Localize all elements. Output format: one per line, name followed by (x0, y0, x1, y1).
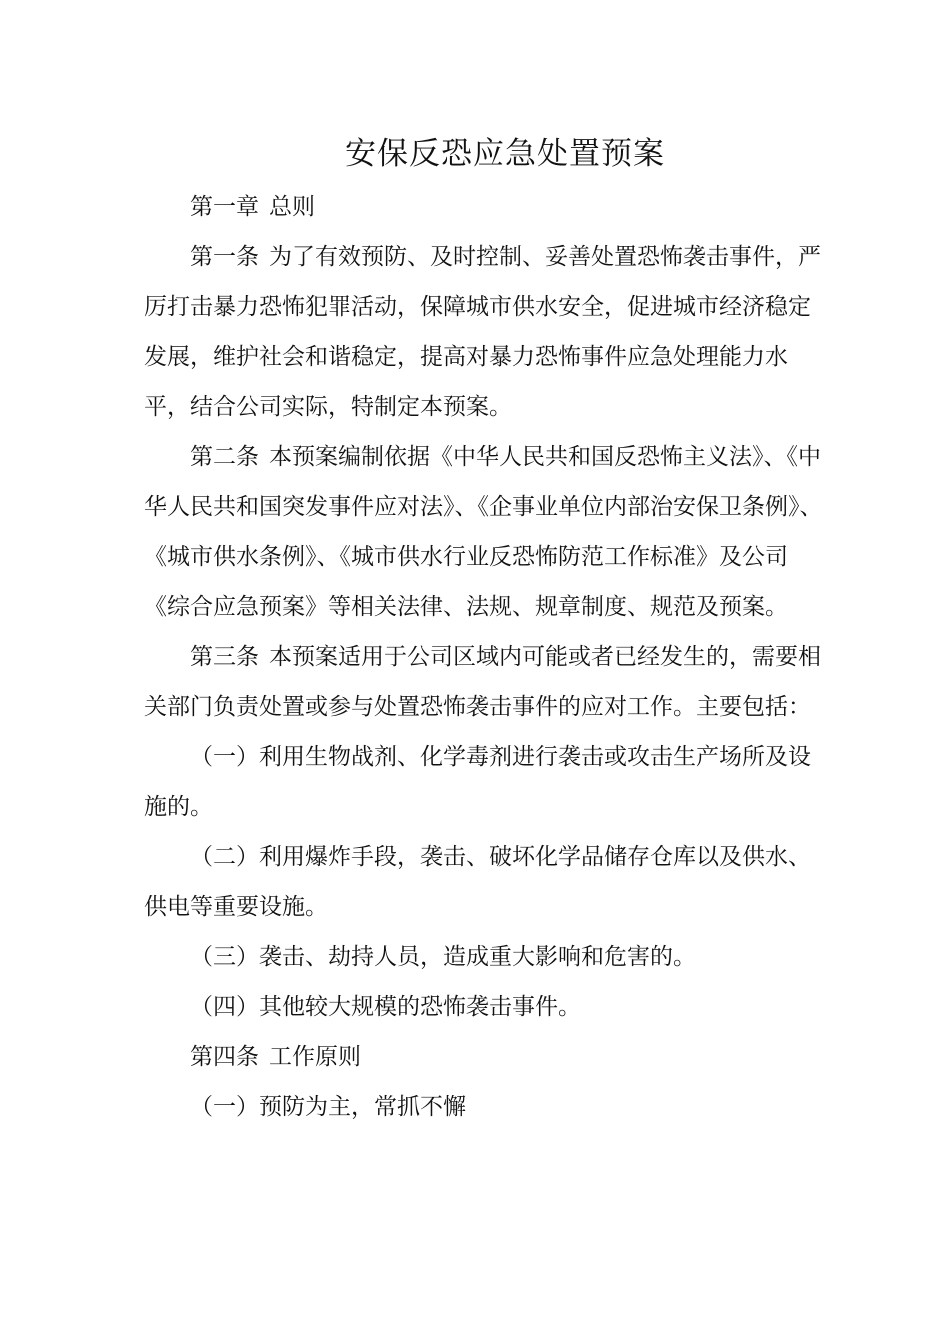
chapter-name: 总则 (269, 194, 315, 220)
article-label: 第一条 (190, 244, 259, 270)
list-item: （二）利用爆炸手段，袭击、破坏化学品储存仓库以及供水、供电等重要设施。 (144, 844, 811, 920)
article-2 (144, 432, 824, 632)
article-label: 第三条 (190, 644, 259, 670)
list-item: （三）袭击、劫持人员，造成重大影响和危害的。 (190, 944, 696, 970)
article-text: 本预案适用于公司区域内可能或者已经发生的，需要相关部门负责处置或参与处置恐怖袭击事件的应对工作。主要包括： (144, 644, 821, 720)
principle-1: （一）预防为主，常抓不懈 (190, 1094, 466, 1120)
article-label: 第四条 (190, 1044, 259, 1070)
article-3 (144, 632, 824, 732)
chapter-number: 第一章 (190, 194, 259, 220)
list-item: （一）利用生物战剂、化学毒剂进行袭击或攻击生产场所及设施的。 (144, 744, 811, 820)
article-text: 为了有效预防、及时控制、妥善处置恐怖袭击事件，严厉打击暴力恐怖犯罪活动，保障城市供水安全，促进城市经济稳定发展，维护社会和谐稳定，提高对暴力恐怖事件应急处理能力水平，结合公司实际，特制定本预案。 (144, 244, 821, 420)
article-text: 工作原则 (269, 1044, 361, 1070)
article-1 (144, 232, 824, 432)
chapter-heading (144, 182, 824, 232)
list-item: （四）其他较大规模的恐怖袭击事件。 (190, 994, 581, 1020)
document-body (144, 182, 824, 1132)
article-4 (144, 1032, 824, 1082)
article-label: 第二条 (190, 444, 259, 470)
article-text: 本预案编制依据《中华人民共和国反恐怖主义法》、《中华人民共和国突发事件应对法》、《企事业单位内部治安保卫条例》、《城市供水条例》、《城市供水行业反恐怖防范工作标准》及公司《综合应急预案》等相关法律、法规、规章制度、规范及预案。 (144, 444, 823, 620)
document-title: 安保反恐应急处置预案 (345, 136, 665, 172)
